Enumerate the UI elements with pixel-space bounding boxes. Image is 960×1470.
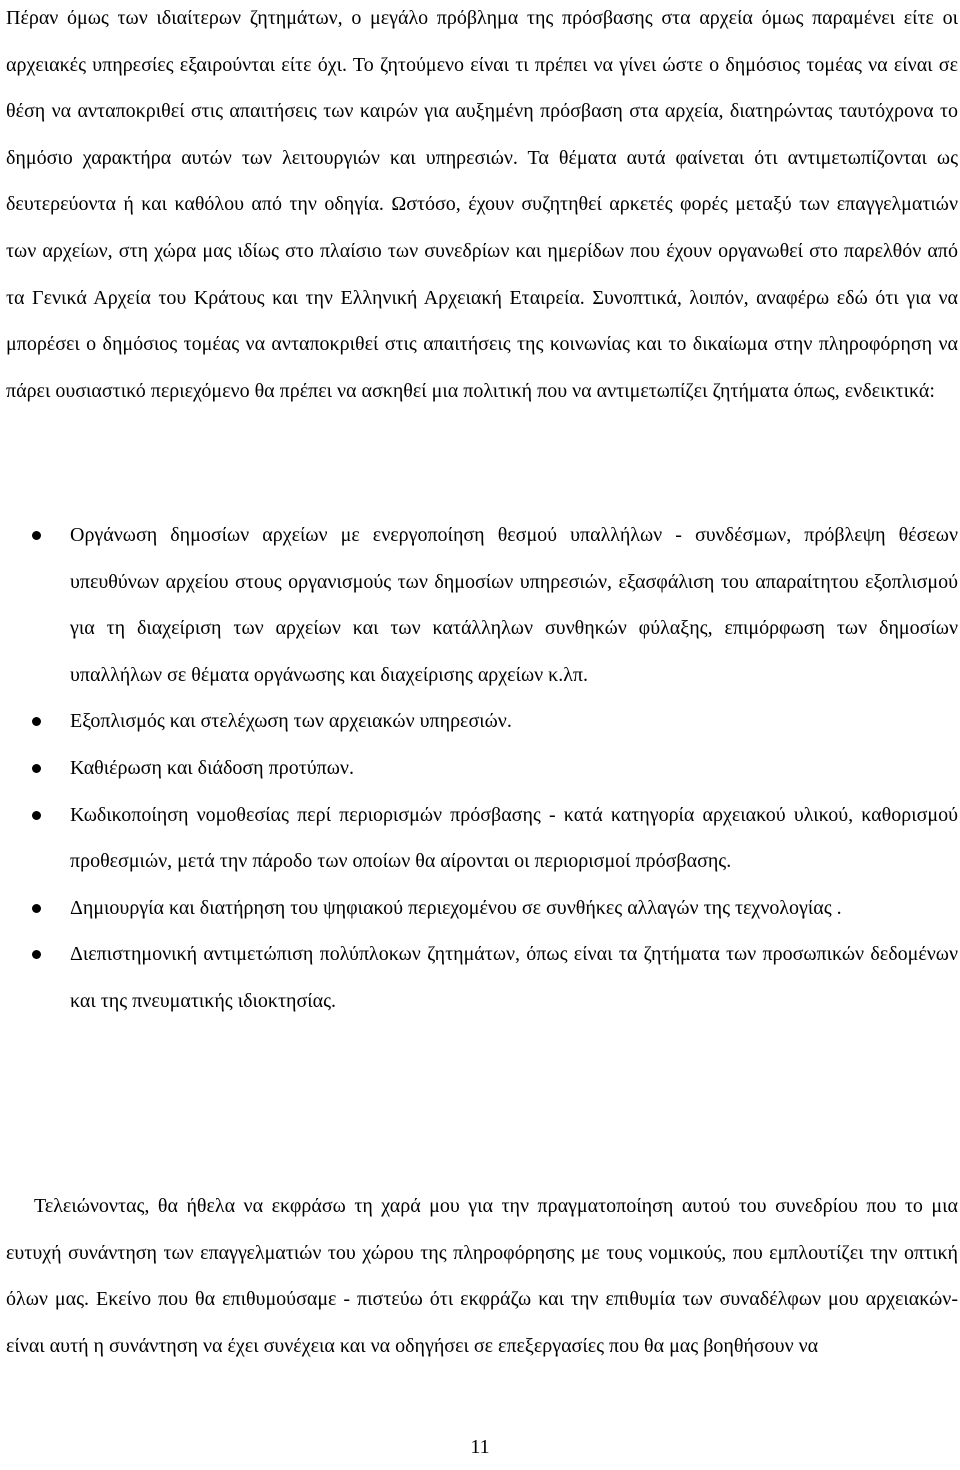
list-item	[6, 745, 958, 792]
bullet-icon	[32, 811, 41, 820]
list-item-text: Εξοπλισμός και στελέχωση των αρχειακών υπηρεσιών.	[70, 710, 512, 733]
bullet-icon	[32, 764, 41, 773]
bullet-icon	[32, 950, 41, 959]
bullet-icon	[32, 717, 41, 726]
list-item	[6, 931, 958, 1024]
paragraph-access-issues: Πέραν όμως των ιδιαίτερων ζητημάτων, ο μεγάλο πρόβλημα της πρόσβασης στα αρχεία όμως παραμένει είτε οι αρχειακές υπηρεσίες εξαιρούνται είτε όχι. Το ζητούμενο είναι τι πρέπει να γίνει ώστε ο δημόσιος τομέας να είναι σε θέση να ανταποκριθεί στις απαιτήσεις των καιρών για αυξημένη πρόσβαση στα αρχεία, διατηρώντας ταυτόχρονα το δημόσιο χαρακτήρα αυτών των λειτουργιών και υπηρεσιών. Τα θέματα αυτά φαίνεται ότι αντιμετωπίζονται ως δευτερεύοντα ή και καθόλου από την οδηγία. Ωστόσο, έχουν συζητηθεί αρκετές φορές μεταξύ των επαγγελματιών των αρχείων, στη χώρα μας ιδίως στο πλαίσιο των συνεδρίων και ημερίδων που έχουν οργανωθεί στο παρελθόν από τα Γενικά Αρχεία του Κράτους και την Ελληνική Αρχειακή Εταιρεία. Συνοπτικά, λοιπόν, αναφέρω εδώ ότι για να μπορέσει ο δημόσιος τομέας να ανταποκριθεί στις απαιτήσεις της κοινωνίας και το δικαίωμα στην πληροφόρηση να πάρει ουσιαστικό περιεχόμενο θα πρέπει να ασκηθεί μια πολιτική που να αντιμετωπίζει ζητήματα όπως, ενδεικτικά:	[6, 7, 958, 402]
list-item-text: Διεπιστημονική αντιμετώπιση πολύπλοκων ζητημάτων, όπως είναι τα ζητήματα των προσωπικών δεδομένων και της πνευματικής ιδιοκτησίας.	[70, 943, 958, 1012]
list-item	[6, 792, 958, 885]
list-item-text: Δημιουργία και διατήρηση του ψηφιακού περιεχομένου σε συνθήκες αλλαγών της τεχνολογίας .	[70, 896, 842, 919]
list-item-text: Κωδικοποίηση νομοθεσίας περί περιορισμών πρόσβασης - κατά κατηγορία αρχειακού υλικού, καθορισμού προθεσμιών, μετά την πάροδο των οποίων θα αίρονται οι περιορισμοί πρόσβασης.	[70, 803, 958, 873]
list-item	[6, 698, 958, 745]
bullet-icon	[32, 531, 41, 540]
list-item-text: Οργάνωση δημοσίων αρχείων με ενεργοποίηση θεσμού υπαλλήλων - συνδέσμων, πρόβλεψη θέσεων υπευθύνων αρχείου στους οργανισμούς των δημοσίων υπηρεσιών, εξασφάλιση του απαραίτητου εξοπλισμού για τη διαχείριση των αρχείων και των κατάλληλων συνθηκών φύλαξης, επιμόρφωση των δημοσίων υπαλλήλων σε θέματα οργάνωσης και διαχείρισης αρχείων κ.λπ.	[70, 524, 958, 686]
bullet-icon	[32, 904, 41, 913]
list-item-text: Καθιέρωση και διάδοση προτύπων.	[70, 756, 354, 779]
paragraph-conclusion: Τελειώνοντας, θα ήθελα να εκφράσω τη χαρά μου για την πραγματοποίηση αυτού του συνεδρίου που το μια ευτυχή συνάντηση των επαγγελματιών του χώρου της πληροφόρησης με τους νομικούς, που εμπλουτίζει την οπτική όλων μας. Εκείνο που θα επιθυμούσαμε - πιστεύω ότι εκφράζω και την επιθυμία των συναδέλφων μου αρχειακών- είναι αυτή η συνάντηση να έχει συνέχεια και να οδηγήσει σε επεξεργασίες που θα μας βοηθήσουν να	[6, 1195, 958, 1357]
bullet-list	[6, 512, 958, 1025]
list-item	[6, 512, 958, 698]
page-number: 11	[470, 1436, 490, 1458]
list-item	[6, 885, 958, 932]
